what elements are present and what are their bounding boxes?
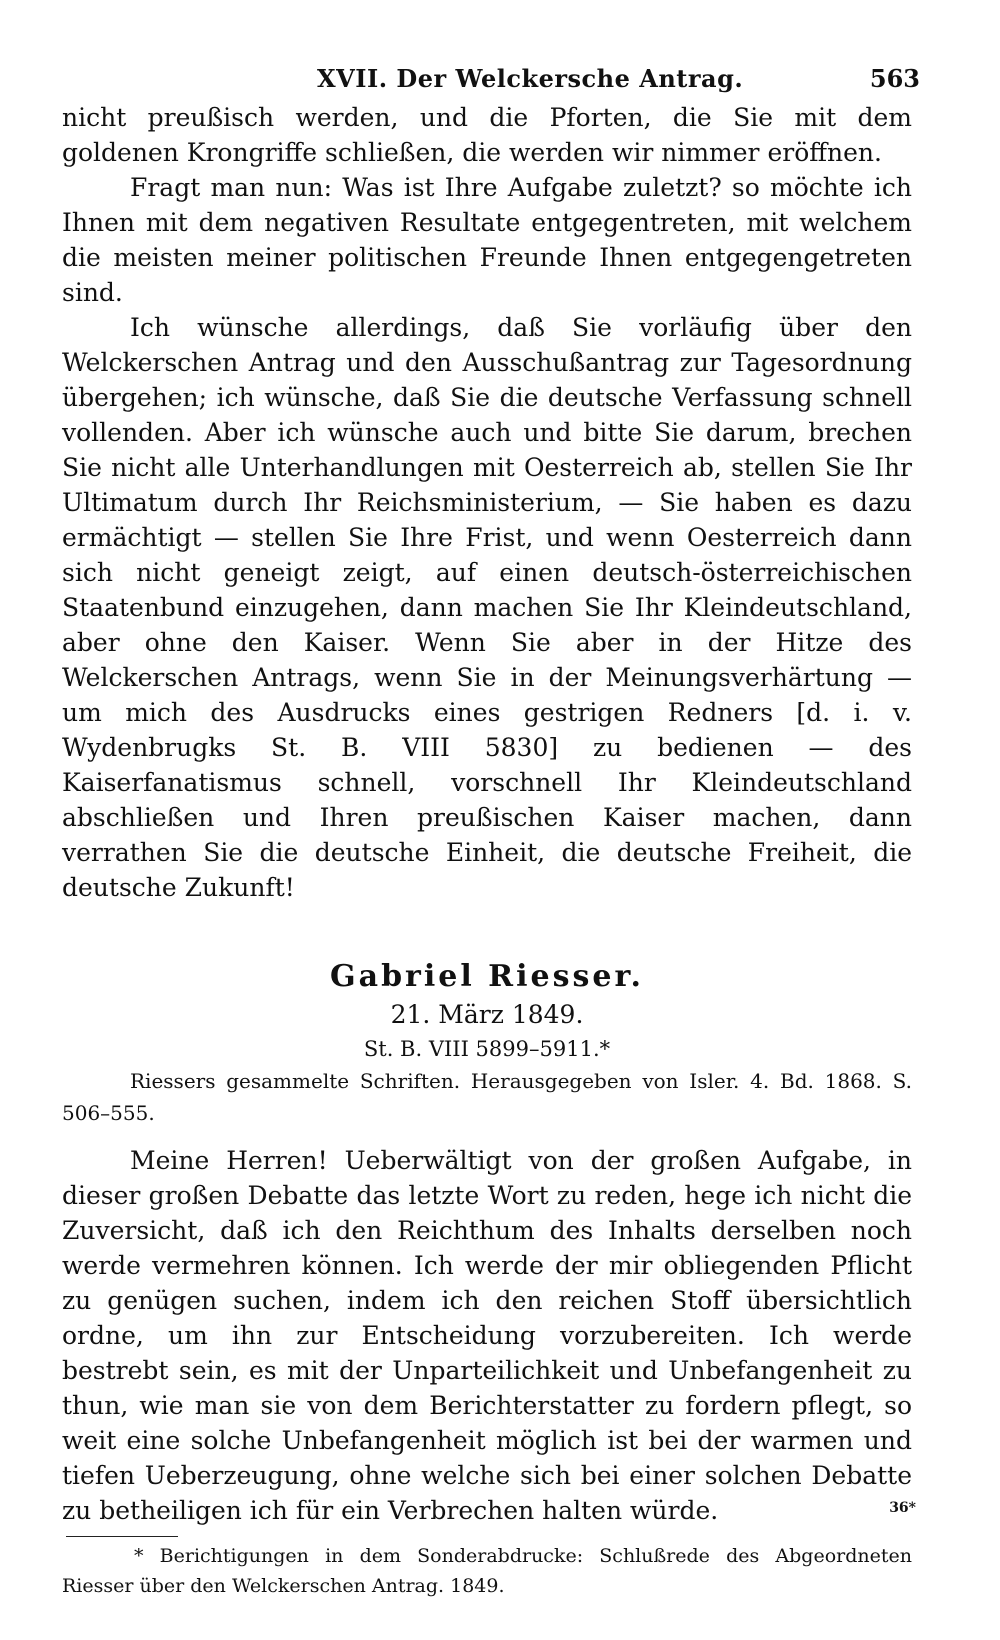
footnote: * Berichtigungen in dem Sonderabdrucke: Schlußrede des Abgeordneten Riesser über den Welckerschen Antrag. 1849. <box>62 1545 912 1597</box>
speech-date: 21. März 1849. <box>390 1000 584 1029</box>
chapter-title: XVII. Der Welckersche Antrag. <box>317 64 744 93</box>
printer-signature: 36* <box>889 1500 916 1516</box>
paragraph-conclusion: Ich wünsche allerdings, daß Sie vorläufig über den Welckerschen Antrag und den Ausschußantrag zur Tagesordnung übergehen; ich wünsche, daß Sie die deutsche Verfassung schnell vollenden. Aber ich wünsche auch und bitte Sie darum, brechen Sie nicht alle Unterhandlungen mit Oesterreich ab, stellen Sie Ihr Ultimatum durch Ihr Reichsministerium, — Sie haben es dazu ermächtigt — stellen Sie Ihre Frist, und wenn Oesterreich dann sich nicht geneigt zeigt, auf einen deutsch-österreichischen Staatenbund einzugehen, dann machen Sie Ihr Kleindeutschland, aber ohne den Kaiser. Wenn Sie aber in der Hitze des Welckerschen Antrags, wenn Sie in der Meinungsverhärtung — um mich des Ausdrucks eines gestrigen Redners [d. i. v. Wydenbrugks St. B. VIII 5830] zu bedienen — des Kaiserfanatismus schnell, vorschnell Ihr Kleindeutschland abschließen und Ihren preußischen Kaiser machen, dann verrathen Sie die deutsche Einheit, die deutsche Freiheit, die deutsche Zukunft! <box>62 313 912 902</box>
page-number: 563 <box>869 64 920 93</box>
footnote-divider <box>66 1536 178 1537</box>
source-citation: Riessers gesammelte Schriften. Herausgegeben von Isler. 4. Bd. 1868. S. 506–555. <box>62 1069 912 1125</box>
book-page <box>62 58 920 1601</box>
running-head <box>62 58 920 100</box>
stenographic-reference: St. B. VIII 5899–5911.* <box>363 1037 611 1061</box>
speaker-heading: Gabriel Riesser. <box>330 959 644 994</box>
speech-opening: Meine Herren! Ueberwältigt von der großen Aufgabe, in dieser großen Debatte das letzte Wort zu reden, hege ich nicht die Zuversicht, daß ich den Reichthum des Inhalts derselben noch werde vermehren können. Ich werde der mir obliegenden Pflicht zu genügen suchen, indem ich den reichen Stoff übersichtlich ordne, um ihn zur Entscheidung vorzubereiten. Ich werde bestrebt sein, es mit der Unparteilichkeit und Unbefangenheit zu thun, wie man sie von dem Berichterstatter zu fordern pflegt, so weit eine solche Unbefangenheit möglich ist bei der warmen und tiefen Ueberzeugung, ohne welche sich bei einer solchen Debatte zu betheiligen ich für ein Verbrechen halten würde. <box>62 1146 912 1525</box>
paragraph-continuation: nicht preußisch werden, und die Pforten, die Sie mit dem goldenen Krongriffe schließen, die werden wir nimmer eröffnen. <box>62 103 912 167</box>
paragraph-question: Fragt man nun: Was ist Ihre Aufgabe zuletzt? so möchte ich Ihnen mit dem negativen Resultate entgegentreten, mit welchem die meisten meiner politischen Freunde Ihnen entgegengetreten sind. <box>62 173 912 307</box>
